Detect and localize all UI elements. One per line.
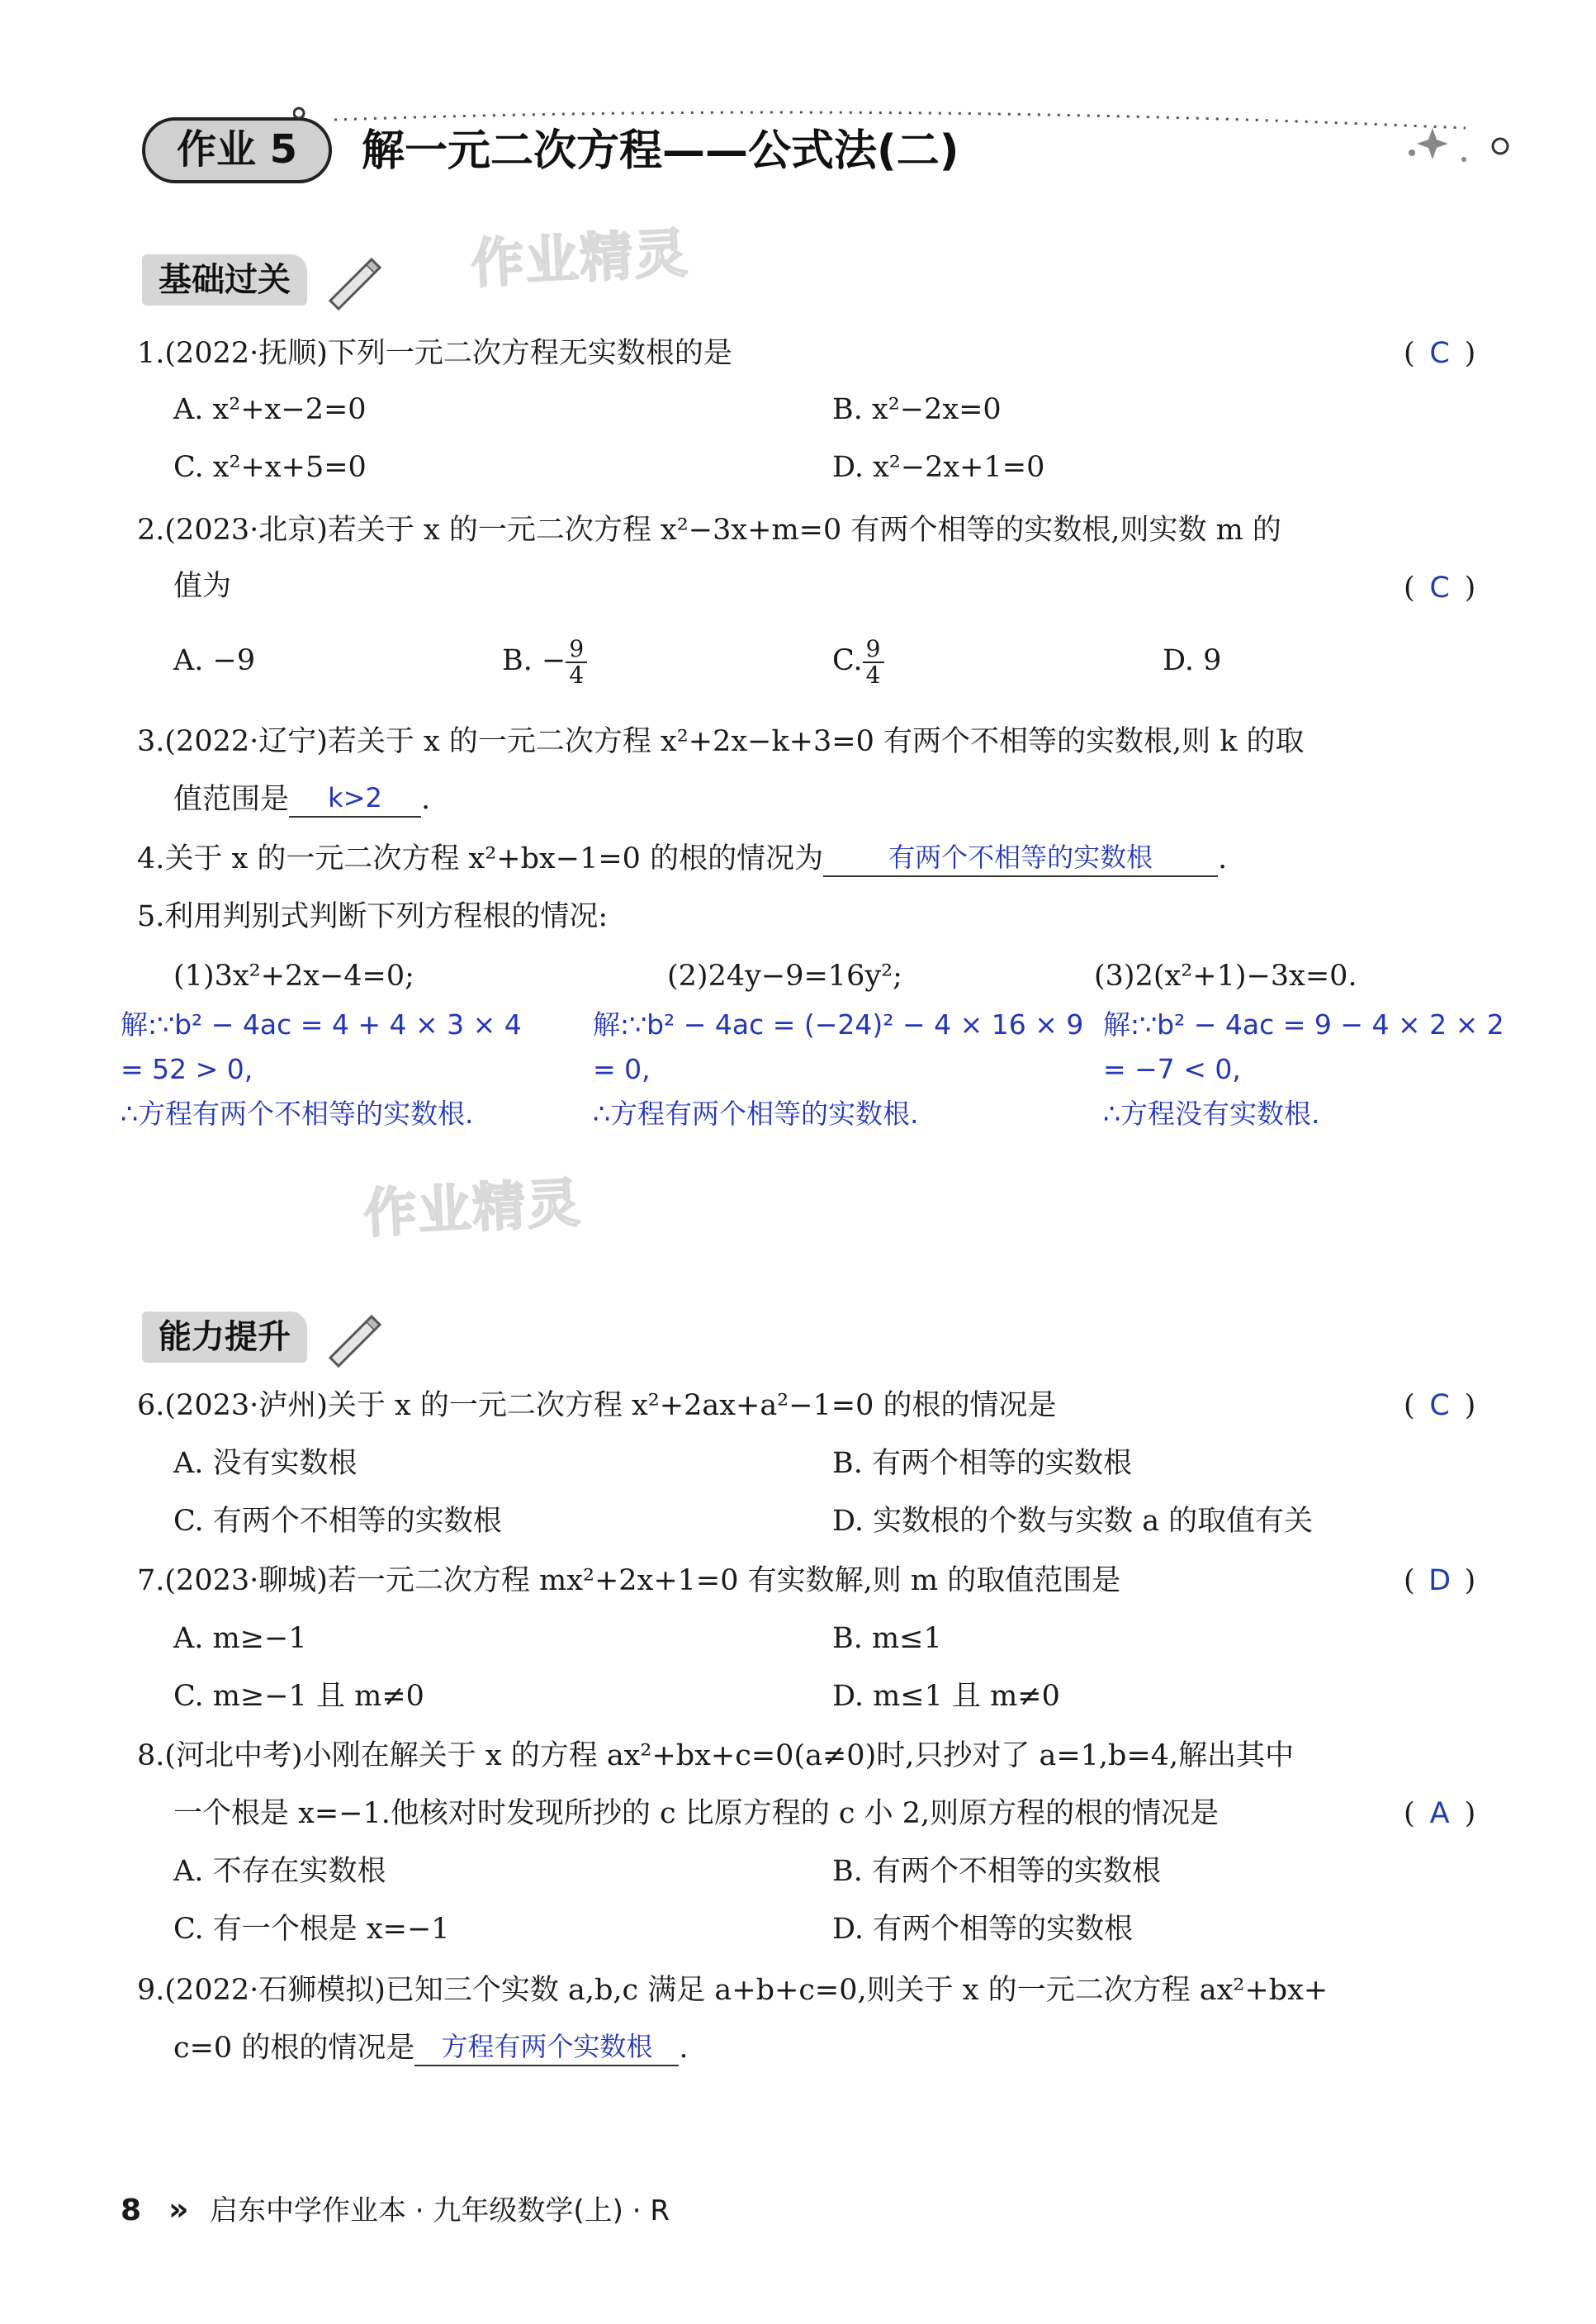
q5-solution-2-line1: 解:∵b² − 4ac = (−24)² − 4 × 16 × 9: [593, 1008, 1084, 1041]
q4-end: .: [1218, 842, 1228, 875]
q2-option-b: [502, 628, 587, 694]
q5-solution-1: [121, 1003, 522, 1136]
q6-stem: 6.(2023·泸州)关于 x 的一元二次方程 x²+2ax+a²−1=0 的根的情况是: [137, 1389, 1057, 1422]
q2-option-b-prefix: B. −: [502, 644, 566, 677]
pencil-icon: [324, 1310, 381, 1368]
footer-text: 启东中学作业本 · 九年级数学(上) · R: [210, 2194, 670, 2227]
q2-option-a: A. −9: [173, 644, 256, 677]
q4-answer-blank: [823, 839, 1218, 877]
q5-stem: 5.利用判别式判断下列方程根的情况:: [137, 900, 609, 933]
q8-answer: A: [1429, 1797, 1450, 1830]
q3-answer-blank: [289, 780, 421, 818]
q1-stem: 1.(2022·抚顺)下列一元二次方程无实数根的是: [137, 337, 732, 370]
q2-option-b-denominator: 4: [569, 661, 585, 689]
section-advanced: 能力提升: [142, 1311, 307, 1363]
header-title: 解一元二次方程——公式法(二): [362, 126, 959, 176]
q2-option-c: [832, 628, 884, 694]
q8-option-b: B. 有两个不相等的实数根: [832, 1855, 1161, 1888]
q9-stem-line2-text: c=0 的根的情况是: [173, 2032, 415, 2065]
q7-option-c: C. m≥−1 且 m≠0: [173, 1680, 424, 1713]
q9-answer: 方程有两个实数根: [441, 2031, 653, 2062]
q6-option-b: B. 有两个相等的实数根: [832, 1447, 1132, 1480]
q5-solution-3-line1: 解:∵b² − 4ac = 9 − 4 × 2 × 2: [1103, 1008, 1504, 1041]
q8-answer-bracket: ( A ): [1404, 1797, 1476, 1830]
q1-option-b: B. x²−2x=0: [832, 393, 1002, 426]
q6-option-d: D. 实数根的个数与实数 a 的取值有关: [832, 1505, 1314, 1538]
header-decoration: [293, 103, 1515, 169]
pencil-icon: [324, 253, 381, 311]
q7-answer: D: [1428, 1564, 1452, 1597]
q9-stem-line2: [173, 2028, 688, 2066]
q5-solution-1-line2: = 52 > 0,: [121, 1053, 253, 1085]
q7-option-a: A. m≥−1: [173, 1622, 307, 1655]
q7-answer-bracket: ( D ): [1404, 1564, 1476, 1597]
q2-option-b-fraction: [566, 634, 587, 689]
q2-option-c-denominator: 4: [865, 661, 881, 689]
q7-option-b: B. m≤1: [832, 1622, 942, 1655]
q2-option-c-fraction: [863, 634, 884, 689]
q3-stem-line2-text: 值范围是: [173, 783, 290, 816]
watermark-top: 作业精灵: [469, 223, 691, 296]
q1-option-c: C. x²+x+5=0: [173, 451, 367, 484]
q8-stem-line2: 一个根是 x=−1.他核对时发现所抄的 c 比原方程的 c 小 2,则原方程的根的情况是: [173, 1797, 1219, 1830]
q3-end: .: [421, 783, 431, 816]
watermark-middle: 作业精灵: [362, 1173, 584, 1245]
q5-solution-2: [593, 1003, 1083, 1136]
q3-answer: k>2: [328, 782, 382, 813]
footer-page-number: 8: [121, 2194, 142, 2227]
q6-option-a: A. 没有实数根: [173, 1447, 358, 1480]
q5-solution-1-line1: 解:∵b² − 4ac = 4 + 4 × 3 × 4: [121, 1008, 522, 1041]
q5-solution-1-line3: ∴方程有两个不相等的实数根.: [121, 1098, 474, 1130]
section-basic: 基础过关: [142, 254, 307, 306]
q8-option-c: C. 有一个根是 x=−1: [173, 1913, 450, 1946]
header-badge-text: 作业 5: [176, 126, 298, 173]
q9-stem-line1: 9.(2022·石狮模拟)已知三个实数 a,b,c 满足 a+b+c=0,则关于 x 的一元二次方程 ax²+bx+: [137, 1974, 1328, 2007]
q4-stem: 4.关于 x 的一元二次方程 x²+bx−1=0 的根的情况为: [137, 842, 824, 875]
q5-part-3: (3)2(x²+1)−3x=0.: [1094, 960, 1357, 993]
q6-answer-bracket: ( C ): [1404, 1389, 1476, 1422]
q7-stem: 7.(2023·聊城)若一元二次方程 mx²+2x+1=0 有实数解,则 m 的取值范围是: [137, 1564, 1121, 1597]
q9-answer-blank: [414, 2028, 679, 2066]
q2-option-b-numerator: 9: [566, 637, 587, 663]
q1-option-a: A. x²+x−2=0: [173, 393, 367, 426]
q2-answer-bracket: ( C ): [1404, 572, 1476, 605]
q1-answer: C: [1429, 337, 1450, 370]
q8-stem-line1: 8.(河北中考)小刚在解关于 x 的方程 ax²+bx+c=0(a≠0)时,只抄对了 a=1,b=4,解出其中: [137, 1739, 1295, 1772]
double-chevron-icon: »: [168, 2191, 189, 2227]
q2-stem-line2: 值为: [173, 570, 232, 603]
q5-solution-2-line3: ∴方程有两个相等的实数根.: [593, 1098, 919, 1130]
q9-end: .: [679, 2032, 689, 2065]
q1-option-d: D. x²−2x+1=0: [832, 451, 1045, 484]
q8-option-d: D. 有两个相等的实数根: [832, 1913, 1134, 1946]
q5-part-2: (2)24y−9=16y²;: [667, 960, 902, 993]
q4-answer: 有两个不相等的实数根: [888, 842, 1153, 873]
q3-stem-line2: [173, 780, 430, 818]
q8-option-a: A. 不存在实数根: [173, 1855, 386, 1888]
q5-solution-3-line2: = −7 < 0,: [1103, 1053, 1241, 1085]
q2-answer: C: [1429, 572, 1450, 605]
q2-option-c-prefix: C.: [832, 644, 863, 677]
q6-answer: C: [1429, 1389, 1450, 1422]
q2-option-c-numerator: 9: [863, 637, 884, 663]
q2-stem-line1: 2.(2023·北京)若关于 x 的一元二次方程 x²−3x+m=0 有两个相等的实数根,则实数 m 的: [137, 514, 1281, 547]
q1-answer-bracket: ( C ): [1404, 337, 1476, 370]
q7-option-d: D. m≤1 且 m≠0: [832, 1680, 1060, 1713]
q4-stem-line: [137, 839, 1227, 877]
q5-solution-3-line3: ∴方程没有实数根.: [1103, 1098, 1320, 1130]
q5-solution-2-line2: = 0,: [593, 1053, 651, 1085]
q5-solution-3: [1103, 1003, 1504, 1136]
q3-stem-line1: 3.(2022·辽宁)若关于 x 的一元二次方程 x²+2x−k+3=0 有两个不相等的实数根,则 k 的取: [137, 725, 1305, 758]
q6-option-c: C. 有两个不相等的实数根: [173, 1505, 502, 1538]
q2-option-d: D. 9: [1163, 644, 1222, 677]
q5-part-1: (1)3x²+2x−4=0;: [173, 960, 414, 993]
